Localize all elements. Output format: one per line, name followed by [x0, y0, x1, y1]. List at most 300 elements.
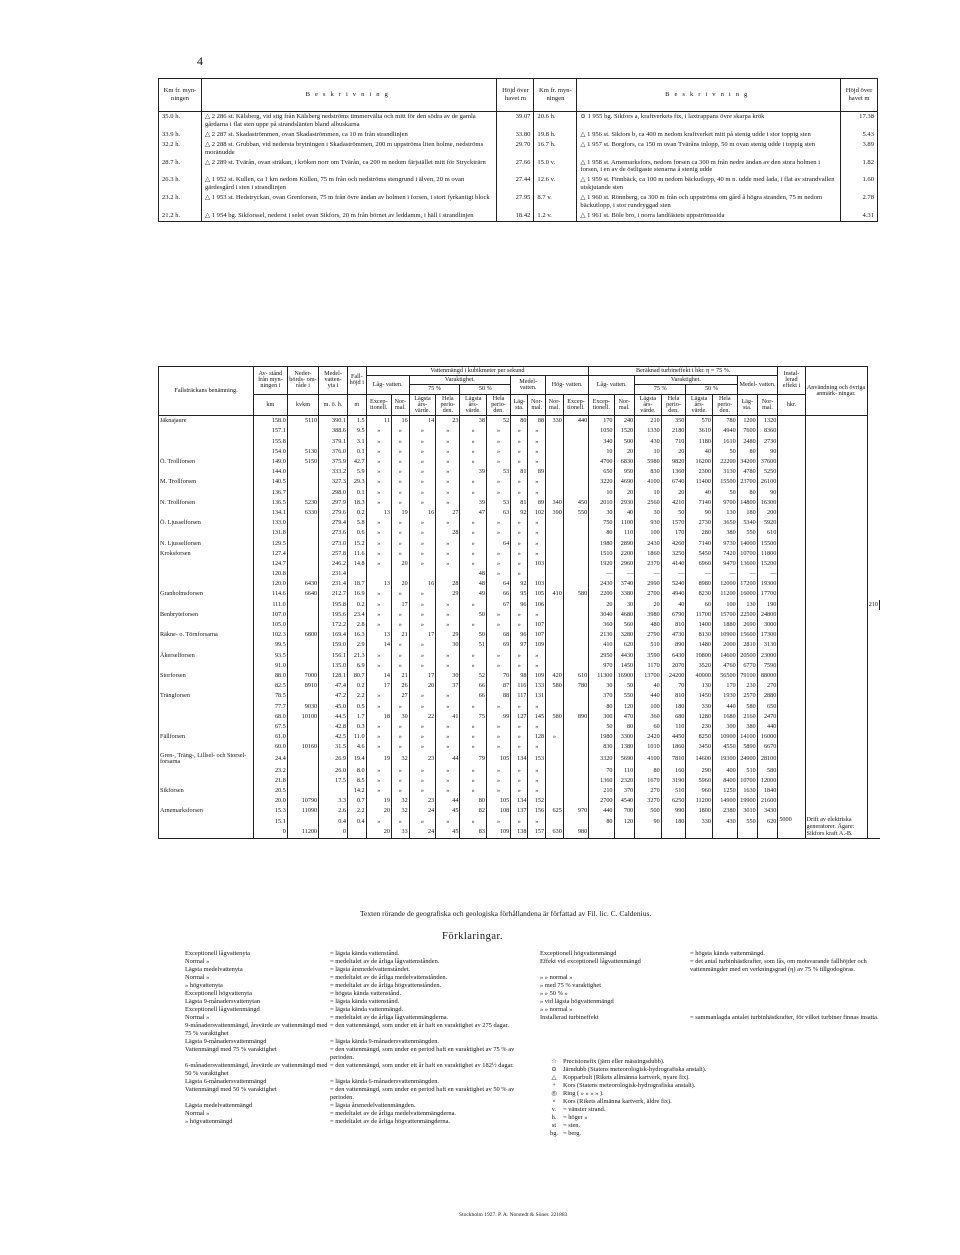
value-cell: 169.4	[319, 630, 348, 640]
value-cell	[409, 569, 436, 579]
value-cell: 1.5	[347, 416, 366, 427]
symbol-row	[545, 1082, 865, 1090]
value-cell: 23.4	[347, 610, 366, 620]
value-cell: 450	[563, 498, 588, 508]
exceptionell-header: Excep- tionell.	[366, 394, 391, 416]
value-cell	[546, 776, 564, 786]
station-name	[159, 426, 254, 436]
value-cell: »	[486, 447, 510, 457]
value-cell: 2700	[589, 796, 614, 806]
normal-header-5: Nor- mal.	[757, 394, 778, 416]
explanation-term: Normal »	[185, 1014, 210, 1021]
value-cell: »	[409, 498, 436, 508]
value-cell	[546, 426, 564, 436]
value-cell: 3010	[737, 806, 757, 816]
value-cell: 3430	[757, 806, 778, 816]
value-cell: 70	[486, 671, 510, 681]
explanation-definition: = lägsta årsmedelvattenmängden.	[330, 1102, 416, 1109]
value-cell: 1330	[635, 426, 662, 436]
value-cell: 15.3	[254, 806, 288, 816]
station-name	[159, 467, 254, 477]
value-cell: »	[391, 457, 409, 467]
symbol-row	[545, 1106, 865, 1114]
unit-m: m	[347, 394, 366, 416]
value-cell	[287, 477, 318, 487]
value-cell: 1180	[686, 437, 713, 447]
value-cell: 13	[366, 508, 391, 518]
station-name	[159, 766, 254, 776]
value-cell: 91.0	[254, 661, 288, 671]
value-cell: »	[409, 600, 436, 610]
hogvatten-header: Hög- vatten.	[546, 376, 589, 394]
table-row	[159, 827, 880, 838]
value-cell: 30	[436, 671, 460, 681]
value-cell: »	[366, 467, 391, 477]
value-cell: 580	[737, 702, 757, 712]
value-cell: 80	[589, 817, 614, 827]
value-cell: 20.5	[254, 786, 288, 796]
value-cell: »	[486, 722, 510, 732]
value-cell: 70	[661, 681, 686, 691]
value-cell: 16	[391, 416, 409, 427]
value-cell	[546, 786, 564, 796]
value-cell: 970	[563, 806, 588, 816]
value-cell: »	[409, 447, 436, 457]
value-cell: 327.3	[319, 477, 348, 487]
station-name	[159, 620, 254, 630]
value-cell: 370	[589, 691, 614, 701]
value-cell: 1920	[589, 559, 614, 569]
height-cell: 5.43	[841, 130, 878, 140]
explanation-definition: = högsta kända vattenmängd.	[690, 950, 765, 957]
value-cell: »	[460, 742, 487, 752]
value-cell	[563, 732, 588, 742]
value-cell: 6430	[661, 651, 686, 661]
value-cell: 560	[614, 620, 635, 630]
value-cell: 21600	[757, 796, 778, 806]
value-cell: »	[391, 640, 409, 650]
value-cell: »	[436, 498, 460, 508]
value-cell: 30	[589, 681, 614, 691]
value-cell: 37	[436, 681, 460, 691]
value-cell: 152	[528, 796, 546, 806]
value-cell: 44.5	[319, 712, 348, 722]
value-cell: »	[511, 742, 528, 752]
value-cell: »	[409, 457, 436, 467]
value-cell: 2430	[635, 539, 662, 549]
value-cell: 2.8	[347, 620, 366, 630]
value-cell: 28	[436, 579, 460, 589]
value-cell: 109	[486, 827, 510, 838]
value-cell: 24	[409, 806, 436, 816]
hela-perioden-header: Hela perio- den.	[436, 394, 460, 416]
value-cell: 8.5	[347, 776, 366, 786]
value-cell	[546, 796, 564, 806]
value-cell: 18.7	[347, 579, 366, 589]
value-cell: »	[460, 786, 487, 796]
value-cell: 51	[460, 640, 487, 650]
station-name: Gren-, Träng-, Lillsel- och Storsel-forsarna	[159, 752, 254, 765]
value-cell: 42.5	[319, 732, 348, 742]
symbol-definition: = höger »	[563, 1114, 588, 1121]
value-cell: 550	[737, 528, 757, 538]
value-cell: 2480	[737, 437, 757, 447]
value-cell	[287, 766, 318, 776]
value-cell: 6960	[686, 559, 713, 569]
value-cell	[287, 661, 318, 671]
value-cell: 4.6	[347, 742, 366, 752]
value-cell: 7140	[686, 539, 713, 549]
value-cell: —	[686, 569, 713, 579]
p50-header-2: 50 %	[686, 385, 737, 394]
value-cell: 8.0	[347, 766, 366, 776]
explanation-row	[540, 950, 885, 958]
value-cell: 7600	[737, 426, 757, 436]
value-cell: —	[737, 569, 757, 579]
value-cell: 8230	[686, 589, 713, 599]
value-cell: 3610	[686, 426, 713, 436]
value-cell: 180	[737, 508, 757, 518]
usage-note-text: Drift av elektriska generatorer. Ägare: Sikfors kraft A.-B.	[806, 816, 855, 838]
lagsta-header-2: Läg- sta.	[737, 394, 757, 416]
explanation-term: Vattenmängd med 50 % varaktighet	[185, 1086, 277, 1093]
medelvatten-yta-header: Medel- vatten- yta i	[319, 367, 348, 395]
value-cell: 279.6	[319, 508, 348, 518]
value-cell: 1520	[614, 426, 635, 436]
value-cell: 63	[486, 508, 510, 518]
table-row	[159, 426, 880, 436]
station-name: Kroksforsen	[159, 549, 254, 559]
value-cell	[563, 776, 588, 786]
value-cell: 20	[635, 600, 662, 610]
value-cell: 28	[436, 528, 460, 538]
value-cell: 240	[614, 416, 635, 427]
value-cell: »	[460, 732, 487, 742]
value-cell: 39	[460, 498, 487, 508]
value-cell: »	[366, 447, 391, 457]
value-cell: 230	[737, 681, 757, 691]
value-cell: 10	[635, 447, 662, 457]
value-cell: »	[391, 426, 409, 436]
value-cell: »	[436, 766, 460, 776]
value-cell: 81	[511, 498, 528, 508]
value-cell: 93.5	[254, 651, 288, 661]
value-cell: 127	[511, 712, 528, 722]
lagsta-arsvarde-header: Lägsta års- värde.	[409, 394, 436, 416]
value-cell: 24800	[757, 610, 778, 620]
unit-moh: m. ö. h.	[319, 394, 348, 416]
fallhojd-header: Fall- höjd i	[347, 367, 366, 395]
value-cell: »	[528, 447, 546, 457]
value-cell: 17	[409, 671, 436, 681]
value-cell: 90	[635, 817, 662, 827]
value-cell: 2470	[757, 712, 778, 722]
value-cell: 89	[528, 498, 546, 508]
value-cell: 145	[528, 712, 546, 722]
value-cell: 88	[486, 691, 510, 701]
value-cell: 17200	[737, 579, 757, 589]
table-row	[159, 630, 880, 640]
value-cell: 124.7	[254, 559, 288, 569]
value-cell: 52	[460, 671, 487, 681]
symbol-glyph: st	[551, 1122, 557, 1129]
value-cell: »	[409, 437, 436, 447]
value-cell: »	[528, 549, 546, 559]
value-cell	[546, 817, 564, 827]
explanation-term: Exceptionell högvattenyta	[185, 990, 252, 997]
value-cell: 0.1	[347, 447, 366, 457]
value-cell: 19	[391, 508, 409, 518]
value-cell	[287, 691, 318, 701]
value-cell: »	[486, 528, 510, 538]
value-cell	[287, 539, 318, 549]
value-cell: 11	[366, 416, 391, 427]
value-cell: 105.0	[254, 620, 288, 630]
value-cell: 19300	[757, 579, 778, 589]
explanation-term: » » normal »	[540, 974, 573, 981]
value-cell: »	[436, 467, 460, 477]
value-cell: 2010	[589, 498, 614, 508]
value-cell: »	[391, 610, 409, 620]
value-cell: 3000	[757, 620, 778, 630]
value-cell: 610	[563, 671, 588, 681]
value-cell: 50	[661, 508, 686, 518]
value-cell: 138	[511, 827, 528, 838]
value-cell: 27	[436, 508, 460, 518]
value-cell	[287, 528, 318, 538]
value-cell: 10900	[712, 630, 737, 640]
value-cell: 88000	[757, 671, 778, 681]
value-cell: 1450	[686, 691, 713, 701]
value-cell: »	[486, 569, 510, 579]
table-row	[159, 722, 880, 732]
value-cell	[546, 528, 564, 538]
value-cell: 1320	[757, 416, 778, 427]
value-cell: 570	[686, 416, 713, 427]
value-cell: »	[391, 447, 409, 457]
value-cell: 29.3	[347, 477, 366, 487]
value-cell: 156.1	[319, 651, 348, 661]
value-cell: »	[366, 661, 391, 671]
value-cell: 10100	[287, 712, 318, 722]
table-row	[159, 447, 880, 457]
value-cell: 3220	[589, 477, 614, 487]
explanation-definition: = medeltalet av de årliga medelvattenstånden.	[330, 974, 448, 981]
value-cell: 2730	[757, 437, 778, 447]
value-cell: 13	[366, 579, 391, 589]
table-row	[159, 732, 880, 742]
value-cell: »	[409, 528, 436, 538]
value-cell: 5110	[287, 416, 318, 427]
printer-line: Stockholm 1927. P. A. Norstedt & Söner. 221883	[459, 1212, 568, 1218]
value-cell: »	[391, 732, 409, 742]
value-cell: 390	[546, 508, 564, 518]
value-cell: 1200	[737, 416, 757, 427]
value-cell: 3280	[614, 630, 635, 640]
value-cell: 190	[757, 600, 778, 610]
table-row	[159, 620, 880, 630]
value-cell: »	[366, 600, 391, 610]
value-cell	[366, 569, 391, 579]
station-name: Arnemarksforsen	[159, 806, 254, 816]
value-cell: 96	[511, 600, 528, 610]
description-cell: ⊙ 1 955 bg. Sikfors a, kraftverkets fix, i laxtrappans övre skarpa krök	[577, 112, 841, 130]
value-cell: 8130	[686, 630, 713, 640]
value-cell: 130	[737, 600, 757, 610]
value-cell: 6.9	[347, 661, 366, 671]
value-cell: 47.4	[319, 681, 348, 691]
value-cell: 14600	[712, 651, 737, 661]
unit-kvkm: kvkm	[287, 394, 318, 416]
description-row	[159, 130, 878, 140]
value-cell	[757, 827, 778, 838]
value-cell: »	[528, 661, 546, 671]
value-cell: 0.2	[347, 681, 366, 691]
symbol-definition: = berg.	[563, 1130, 582, 1137]
value-cell: »	[528, 651, 546, 661]
symbol-definition: = sten.	[563, 1122, 581, 1129]
km-cell: 23.2 h.	[159, 193, 202, 211]
symbol-glyph: h.	[551, 1114, 557, 1121]
value-cell: 2320	[614, 776, 635, 786]
value-cell: »	[436, 732, 460, 742]
explanation-definition: = medeltalet av de årliga högvattenmängderna.	[330, 1118, 451, 1125]
value-cell: 42.8	[319, 722, 348, 732]
height-cell: 27.95	[497, 193, 534, 211]
value-cell	[563, 742, 588, 752]
value-cell: »	[460, 426, 487, 436]
table-row	[159, 467, 880, 477]
value-cell: 430	[712, 817, 737, 827]
station-name: Ö. Ljusselforsen	[159, 518, 254, 528]
value-cell: 6250	[661, 796, 686, 806]
value-cell: »	[391, 817, 409, 827]
value-cell: 810	[661, 691, 686, 701]
value-cell	[563, 766, 588, 776]
value-cell	[546, 518, 564, 528]
value-cell: 990	[661, 806, 686, 816]
value-cell: »	[409, 732, 436, 742]
value-cell: 1400	[686, 620, 713, 630]
symbol-glyph: ⊙	[551, 1066, 557, 1073]
value-cell: 400	[712, 766, 737, 776]
value-cell: 333.2	[319, 467, 348, 477]
value-cell: 154.0	[254, 447, 288, 457]
value-cell: 11300	[589, 671, 614, 681]
explanation-row	[540, 990, 885, 998]
value-cell: 3520	[686, 661, 713, 671]
value-cell	[287, 776, 318, 786]
explanation-term: Lägsta 9-månadersvattenmängd	[185, 1038, 267, 1045]
value-cell: 620	[614, 640, 635, 650]
value-cell: »	[460, 817, 487, 827]
value-cell: 32	[391, 752, 409, 765]
value-cell: 47	[460, 508, 487, 518]
value-cell: »	[511, 702, 528, 712]
value-cell: 17300	[757, 630, 778, 640]
value-cell: 4210	[661, 498, 686, 508]
value-cell: »	[366, 610, 391, 620]
value-cell	[546, 437, 564, 447]
value-cell: 48	[460, 579, 487, 589]
value-cell: »	[486, 742, 510, 752]
value-cell	[287, 426, 318, 436]
symbol-glyph: △	[551, 1074, 557, 1081]
value-cell: 114.6	[254, 589, 288, 599]
value-cell: »	[436, 610, 460, 620]
value-cell: 290	[686, 766, 713, 776]
value-cell: »	[409, 702, 436, 712]
value-cell: 5250	[757, 467, 778, 477]
value-cell: 273.6	[319, 528, 348, 538]
explanation-definition: = medeltalet av de årliga medelvattenmängderna.	[330, 1110, 457, 1117]
value-cell: »	[436, 776, 460, 786]
table-row	[159, 579, 880, 589]
value-cell	[563, 437, 588, 447]
explanation-term: Exceptionell lågvattenyta	[185, 950, 251, 957]
value-cell: 15.2	[347, 539, 366, 549]
value-cell: 48	[460, 569, 487, 579]
value-cell: —	[757, 569, 778, 579]
value-cell: 30	[391, 712, 409, 722]
value-cell: »	[409, 589, 436, 599]
normal-header-2: Nor- mal.	[528, 394, 546, 416]
value-cell	[546, 549, 564, 559]
value-cell: 3300	[614, 732, 635, 742]
explanation-definition: = sammanlagda antalet turbinhästkrafter, för vilket turbiner finnas insatta.	[690, 1014, 879, 1021]
value-cell: 23	[409, 796, 436, 806]
explanation-definition: = lägsta kända vattenstånd.	[330, 998, 400, 1005]
value-cell: 10	[589, 488, 614, 498]
value-cell	[546, 691, 564, 701]
value-cell: 40000	[686, 671, 713, 681]
value-cell: 1980	[589, 539, 614, 549]
value-cell: 105	[486, 796, 510, 806]
explanation-term: Lägsta 6-månadersvattenmängd	[185, 1078, 267, 1085]
table-row	[159, 528, 880, 538]
value-cell: 23	[436, 416, 460, 427]
normal-header-4: Nor- mal.	[614, 394, 635, 416]
km-cell: 16.7 h.	[534, 140, 577, 158]
value-cell: »	[528, 817, 546, 827]
value-cell	[287, 640, 318, 650]
value-cell: »	[391, 702, 409, 712]
value-cell	[563, 630, 588, 640]
value-cell: »	[460, 447, 487, 457]
medelvatten-header: Medel- vatten.	[511, 376, 546, 394]
value-cell: 9700	[712, 498, 737, 508]
value-cell	[563, 579, 588, 589]
symbol-row	[545, 1074, 865, 1082]
table-row	[159, 776, 880, 786]
value-cell: 81	[511, 467, 528, 477]
value-cell	[287, 488, 318, 498]
explanation-row	[185, 1102, 525, 1110]
normal-header-3: Nor- mal.	[546, 394, 564, 416]
value-cell: »	[366, 437, 391, 447]
explanation-definition: = medeltalet av de årliga lågvattenmängderna.	[330, 1014, 449, 1021]
symbol-glyph: ☆	[551, 1058, 557, 1065]
value-cell: 11700	[686, 610, 713, 620]
value-cell: 80	[589, 528, 614, 538]
value-cell: »	[366, 817, 391, 827]
value-cell: »	[528, 539, 546, 549]
value-cell: 5.8	[347, 518, 366, 528]
value-cell: 49	[460, 589, 487, 599]
value-cell: 9820	[661, 457, 686, 467]
value-cell: 40	[686, 447, 713, 457]
value-cell: 2810	[737, 640, 757, 650]
